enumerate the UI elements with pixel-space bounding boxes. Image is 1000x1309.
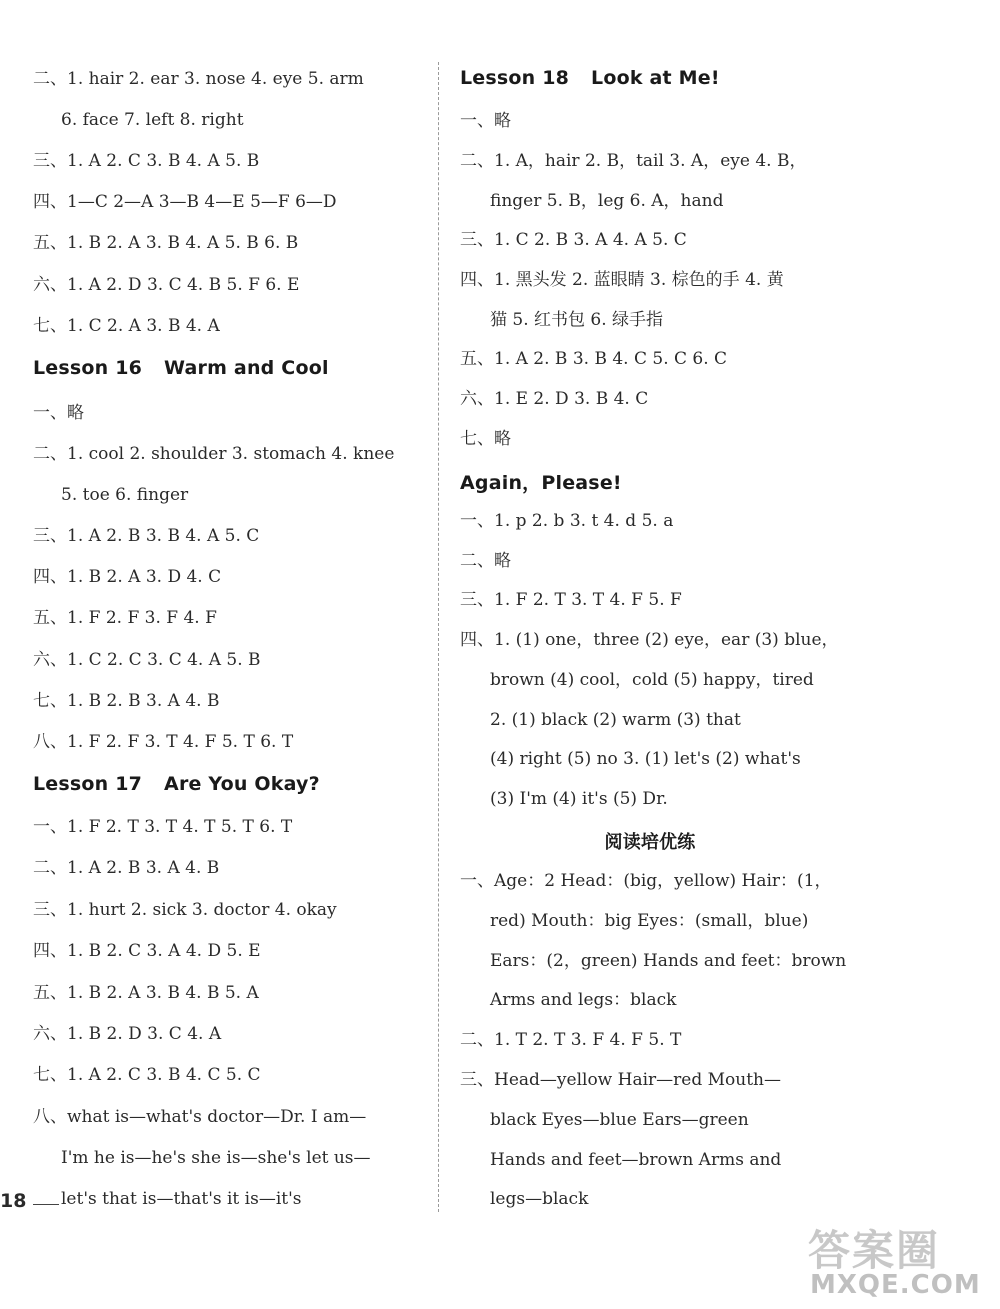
again-please-heading: Again，Please!	[460, 472, 622, 494]
watermark-title: 答案圈	[808, 1226, 941, 1275]
answer-line: 七、1. A 2. C 3. B 4. C 5. C	[33, 1065, 261, 1085]
answer-line: 一、1. p 2. b 3. t 4. d 5. a	[460, 511, 674, 531]
answer-line: 五、1. A 2. B 3. B 4. C 5. C 6. C	[460, 349, 728, 369]
answer-line: 五、1. B 2. A 3. B 4. A 5. B 6. B	[33, 233, 299, 253]
answer-line: black Eyes—blue Ears—green	[490, 1110, 749, 1130]
page-number-rule	[33, 1204, 59, 1205]
answer-line: 二、略	[460, 551, 511, 571]
answer-line: Arms and legs：black	[490, 990, 677, 1010]
answer-line: 6. face 7. left 8. right	[61, 110, 244, 130]
answer-line: finger 5. B，leg 6. A，hand	[490, 191, 724, 211]
answer-line: 四、1. (1) one，three (2) eye，ear (3) blue，	[460, 630, 839, 650]
answer-line: 二、1. hair 2. ear 3. nose 4. eye 5. arm	[33, 69, 364, 89]
answer-line: 三、1. C 2. B 3. A 4. A 5. C	[460, 230, 687, 250]
page-number: 18	[0, 1190, 27, 1212]
lesson-17-title: Lesson 17	[33, 773, 143, 795]
answer-line: 四、1—C 2—A 3—B 4—E 5—F 6—D	[33, 192, 337, 212]
answer-line: 七、略	[460, 429, 511, 449]
lesson-16-subtitle: Warm and Cool	[164, 357, 329, 379]
watermark-logo	[808, 1218, 988, 1302]
answer-line: 二、1. A，hair 2. B，tail 3. A，eye 4. B，	[460, 151, 807, 171]
lesson-16-heading	[33, 357, 329, 379]
answer-line: 六、1. B 2. D 3. C 4. A	[33, 1024, 222, 1044]
answer-line: 五、1. B 2. A 3. B 4. B 5. A	[33, 983, 259, 1003]
answer-line: 四、1. B 2. C 3. A 4. D 5. E	[33, 941, 261, 961]
lesson-17-subtitle: Are You Okay?	[164, 773, 320, 795]
answer-line: red) Mouth：big Eyes：(small，blue)	[490, 911, 809, 931]
answer-line: 八、1. F 2. F 3. T 4. F 5. T 6. T	[33, 732, 294, 752]
answer-line: 七、1. C 2. A 3. B 4. A	[33, 316, 220, 336]
lesson-16-title: Lesson 16	[33, 357, 143, 379]
lesson-17-heading	[33, 773, 320, 795]
answer-line: 六、1. E 2. D 3. B 4. C	[460, 389, 649, 409]
answer-line: Ears：(2，green) Hands and feet：brown	[490, 951, 847, 971]
answer-line: 一、1. F 2. T 3. T 4. T 5. T 6. T	[33, 817, 293, 837]
answer-line: 四、1. B 2. A 3. D 4. C	[33, 567, 222, 587]
watermark-url: MXQE.COM	[810, 1270, 981, 1300]
answer-line: 2. (1) black (2) warm (3) that	[490, 710, 741, 730]
lesson-18-heading	[460, 67, 720, 89]
answer-line: let's that is—that's it is—it's	[61, 1189, 302, 1209]
answer-line: 六、1. C 2. C 3. C 4. A 5. B	[33, 650, 261, 670]
answer-line: (3) I'm (4) it's (5) Dr.	[490, 789, 668, 809]
answer-line: I'm he is—he's she is—she's let us—	[61, 1148, 371, 1168]
answer-line: brown (4) cool，cold (5) happy，tired	[490, 670, 814, 690]
answer-line: 二、1. A 2. B 3. A 4. B	[33, 858, 220, 878]
answer-line: 六、1. A 2. D 3. C 4. B 5. F 6. E	[33, 275, 300, 295]
lesson-18-subtitle: Look at Me!	[591, 67, 720, 89]
answer-line: 三、1. A 2. C 3. B 4. A 5. B	[33, 151, 260, 171]
reading-practice-heading: 阅读培优练	[604, 832, 696, 853]
answer-line: 七、1. B 2. B 3. A 4. B	[33, 691, 220, 711]
answer-line: 二、1. T 2. T 3. F 4. F 5. T	[460, 1030, 682, 1050]
answer-line: 一、略	[33, 403, 84, 423]
column-divider	[438, 62, 439, 1212]
answer-line: 一、略	[460, 111, 511, 131]
answer-line: 二、1. cool 2. shoulder 3. stomach 4. knee	[33, 444, 395, 464]
answer-line: Hands and feet—brown Arms and	[490, 1150, 782, 1170]
answer-line: 一、Age：2 Head：(big，yellow) Hair：(1，	[460, 871, 832, 891]
answer-line: 三、1. hurt 2. sick 3. doctor 4. okay	[33, 900, 337, 920]
answer-line: 四、1. 黑头发 2. 蓝眼睛 3. 棕色的手 4. 黄	[460, 270, 784, 290]
lesson-18-title: Lesson 18	[460, 67, 570, 89]
answer-line: 猫 5. 红书包 6. 绿手指	[490, 310, 664, 330]
answer-line: 5. toe 6. finger	[61, 485, 189, 505]
answer-line: legs—black	[490, 1189, 589, 1209]
answer-line: 三、1. F 2. T 3. T 4. F 5. F	[460, 590, 682, 610]
answer-line: 五、1. F 2. F 3. F 4. F	[33, 608, 217, 628]
answer-line: (4) right (5) no 3. (1) let's (2) what's	[490, 749, 801, 769]
answer-line: 三、Head—yellow Hair—red Mouth—	[460, 1070, 781, 1090]
answer-line: 八、what is—what's doctor—Dr. I am—	[33, 1107, 367, 1127]
answer-line: 三、1. A 2. B 3. B 4. A 5. C	[33, 526, 260, 546]
